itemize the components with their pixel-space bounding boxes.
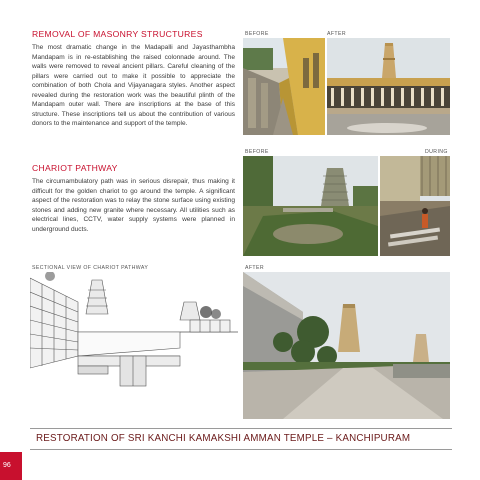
footer-rule-top	[30, 428, 452, 429]
caption-before-masonry: BEFORE	[245, 31, 269, 37]
drawing-sectional-view	[30, 272, 238, 390]
footer-title: RESTORATION OF SRI KANCHI KAMAKSHI AMMAN TEMPLE – KANCHIPURAM	[36, 433, 411, 444]
section-body-masonry: The most dramatic change in the Madapalli and Jayasthambha Mandapam is in re-establishing the raised colonnade around. The walls were removed to reveal ancient pillars. Careful cleaning of the pillars were carried out to make it possible to appreciate the combination of both Chola and Vijayanagara styles. Another aspect revealed during the restoration work was the beautiful plinth of the Mandapam outer wall. There are inscriptions at the base of this structure. These inscriptions tell us about the contribution of various donors to the maintenance and support of the temple.	[32, 44, 235, 127]
section-heading-masonry: REMOVAL OF MASONRY STRUCTURES	[32, 29, 203, 39]
caption-during-chariot: DURING	[425, 149, 448, 155]
photo-before-masonry	[243, 38, 325, 135]
footer-rule-bottom	[30, 449, 452, 450]
section-body-chariot: The circumambulatory path was in serious disrepair, thus making it difficult for the golden chariot to go around the temple. A significant aspect of the restoration was to relay the stone surface using existing stones and adding new granite where necessary. All utilities such as electrical lines, CCTV, water supply systems were planned in underground ducts.	[32, 178, 235, 233]
photo-during-chariot	[380, 156, 450, 256]
caption-before-chariot: BEFORE	[245, 149, 269, 155]
caption-after-masonry: AFTER	[327, 31, 347, 37]
photo-after-masonry	[327, 38, 450, 135]
photo-before-chariot	[243, 156, 378, 256]
page-number: 96	[3, 462, 11, 469]
photo-after-chariot	[243, 272, 450, 419]
section-heading-chariot: CHARIOT PATHWAY	[32, 163, 118, 173]
caption-after-chariot: AFTER	[245, 265, 265, 271]
caption-sectional-view: SECTIONAL VIEW OF CHARIOT PATHWAY	[32, 265, 149, 271]
